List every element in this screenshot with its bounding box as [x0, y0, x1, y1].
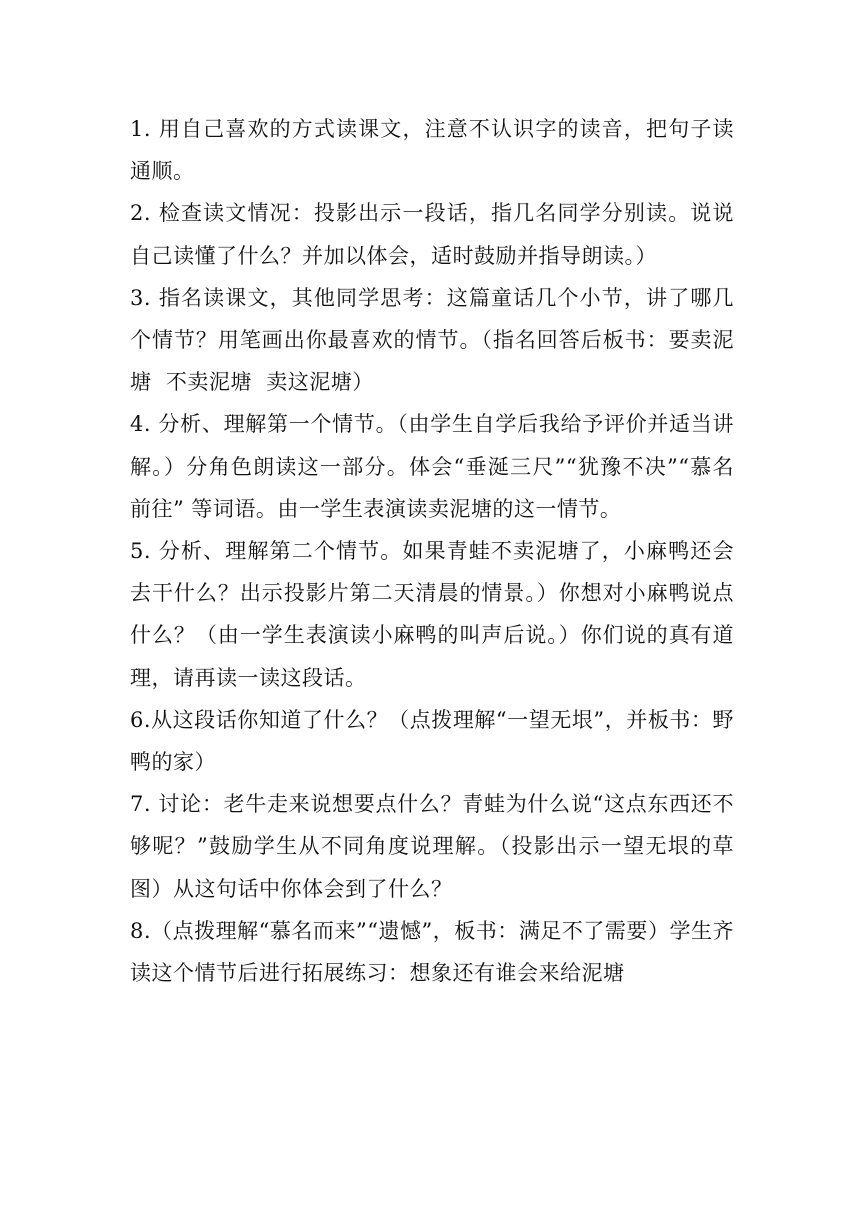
document-page — [130, 108, 734, 994]
paragraph-5: 5. 分析、理解第二个情节。如果青蛙不卖泥塘了，小麻鸭还会去干什么？出示投影片第二天清晨的情景。）你想对小麻鸭说点什么？（由一学生表演读小麻鸭的叫声后说。）你们说的真有道理，请再读一读这段话。 — [130, 539, 734, 690]
paragraph-3: 3. 指名读课文，其他同学思考：这篇童话几个小节，讲了哪几个情节？用笔画出你最喜欢的情节。（指名回答后板书：要卖泥塘 不卖泥塘 卖这泥塘） — [130, 285, 734, 395]
paragraph-7: 7. 讨论：老牛走来说想要点什么？青蛙为什么说“这点东西还不够呢？”鼓励学生从不同角度说理解。（投影出示一望无垠的草图）从这句话中你体会到了什么？ — [130, 792, 734, 901]
paragraph-1: 1. 用自己喜欢的方式读课文，注意不认识字的读音，把句子读通顺。 — [130, 117, 734, 184]
paragraph-2: 2. 检查读文情况：投影出示一段话，指几名同学分别读。说说自己读懂了什么？并加以体会，适时鼓励并指导朗读。） — [130, 201, 734, 268]
paragraph-4: 4. 分析、理解第一个情节。（由学生自学后我给予评价并适当讲解。）分角色朗读这一部分。体会“垂涎三尺”“犹豫不决”“慕名前往” 等词语。由一学生表演读卖泥塘的这一情节。 — [130, 412, 734, 521]
paragraph-6: 6.从这段话你知道了什么？（点拨理解“一望无垠”，并板书：野鸭的家） — [130, 707, 734, 775]
paragraph-8: 8.（点拨理解“慕名而来”“遗憾”，板书：满足不了需要）学生齐读这个情节后进行拓展练习：想象还有谁会来给泥塘 — [130, 918, 734, 986]
